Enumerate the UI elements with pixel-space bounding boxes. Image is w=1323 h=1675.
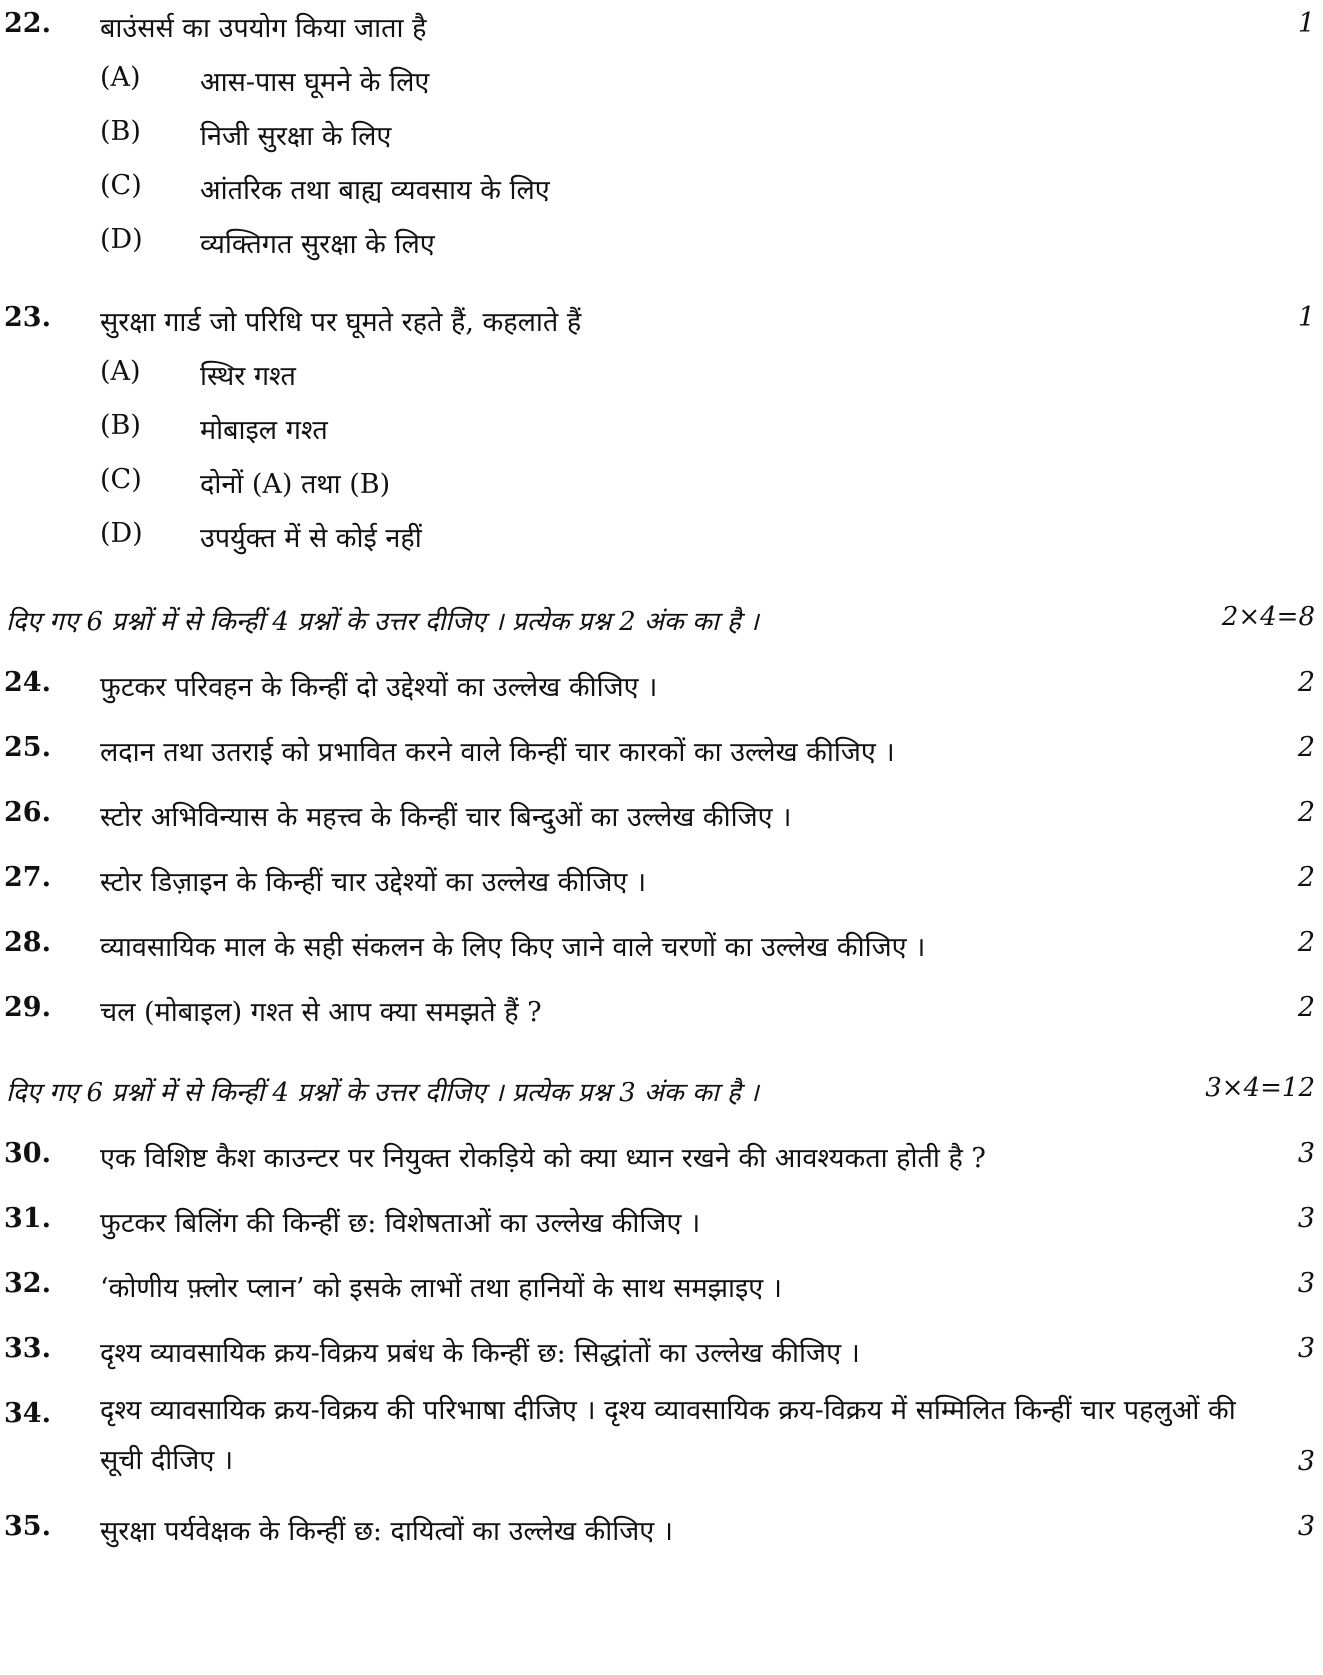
option-text: उपर्युक्त में से कोई नहीं xyxy=(200,523,422,554)
option-text: स्थिर गश्त xyxy=(200,361,296,392)
question-text: फुटकर बिलिंग की किन्हीं छ: विशेषताओं का उल्लेख कीजिए । xyxy=(100,1208,701,1239)
question-text: ‘कोणीय फ़्लोर प्लान’ को इसके लाभों तथा हानियों के साथ समझाइए । xyxy=(100,1273,783,1304)
option-label: (A) xyxy=(100,356,141,387)
option-text: दोनों (A) तथा (B) xyxy=(200,469,391,500)
option-label: (C) xyxy=(100,464,142,495)
question-number: 33. xyxy=(4,1333,51,1364)
question-number: 25. xyxy=(4,732,51,763)
question-marks: 3 xyxy=(1297,1511,1315,1542)
question-text: दृश्य व्यावसायिक क्रय-विक्रय की परिभाषा दीजिए । दृश्य व्यावसायिक क्रय-विक्रय में सम्मिलित किन्हीं चार पहलुओं की सूची दीजिए । xyxy=(100,1395,1236,1476)
question-text: सुरक्षा गार्ड जो परिधि पर घूमते रहते हैं, कहलाते हैं xyxy=(100,307,582,338)
option-text: आंतरिक तथा बाह्य व्यवसाय के लिए xyxy=(200,175,550,206)
question-number: 22. xyxy=(4,8,51,39)
question-marks: 2 xyxy=(1297,927,1315,958)
question-marks: 2 xyxy=(1297,667,1315,698)
question-text: लदान तथा उतराई को प्रभावित करने वाले किन्हीं चार कारकों का उल्लेख कीजिए । xyxy=(100,737,895,768)
question-number: 31. xyxy=(4,1203,51,1234)
question-text: एक विशिष्ट कैश काउन्टर पर नियुक्त रोकड़िये को क्या ध्यान रखने की आवश्यकता होती है ? xyxy=(100,1143,986,1174)
question-text: स्टोर डिज़ाइन के किन्हीं चार उद्देश्यों का उल्लेख कीजिए । xyxy=(100,867,647,898)
question-number: 26. xyxy=(4,797,51,828)
option-label: (D) xyxy=(100,518,143,549)
section-instruction: दिए गए 6 प्रश्नों में से किन्हीं 4 प्रश्नों के उत्तर दीजिए । प्रत्येक प्रश्न 3 अंक का है । xyxy=(6,1078,759,1108)
option-label: (B) xyxy=(100,116,141,147)
option-label: (D) xyxy=(100,224,143,255)
question-text: स्टोर अभिविन्यास के महत्त्व के किन्हीं चार बिन्दुओं का उल्लेख कीजिए । xyxy=(100,802,792,833)
option-label: (B) xyxy=(100,410,141,441)
question-text: व्यावसायिक माल के सही संकलन के लिए किए जाने वाले चरणों का उल्लेख कीजिए । xyxy=(100,932,926,963)
question-marks: 1 xyxy=(1297,8,1315,39)
question-number: 24. xyxy=(4,667,51,698)
question-marks: 3 xyxy=(1297,1268,1315,1299)
question-marks: 2 xyxy=(1297,992,1315,1023)
question-text: सुरक्षा पर्यवेक्षक के किन्हीं छ: दायित्वों का उल्लेख कीजिए । xyxy=(100,1516,674,1547)
question-text: दृश्य व्यावसायिक क्रय-विक्रय प्रबंध के किन्हीं छ: सिद्धांतों का उल्लेख कीजिए । xyxy=(100,1338,860,1369)
option-text: निजी सुरक्षा के लिए xyxy=(200,121,392,152)
question-marks: 1 xyxy=(1297,302,1315,333)
option-text: आस-पास घूमने के लिए xyxy=(200,67,430,98)
question-text: फुटकर परिवहन के किन्हीं दो उद्देश्यों का उल्लेख कीजिए । xyxy=(100,672,658,703)
question-marks: 2 xyxy=(1297,797,1315,828)
question-number: 34. xyxy=(4,1398,51,1429)
question-marks: 3 xyxy=(1297,1333,1315,1364)
option-label: (A) xyxy=(100,62,141,93)
option-label: (C) xyxy=(100,170,142,201)
question-marks: 2 xyxy=(1297,732,1315,763)
question-number: 30. xyxy=(4,1138,51,1169)
question-marks: 3 xyxy=(1297,1138,1315,1169)
question-number: 29. xyxy=(4,992,51,1023)
question-number: 35. xyxy=(4,1511,51,1542)
option-text: मोबाइल गश्त xyxy=(200,415,328,446)
question-number: 28. xyxy=(4,927,51,958)
question-marks: 3 xyxy=(1297,1446,1315,1477)
question-number: 32. xyxy=(4,1268,51,1299)
section-marks: 2×4=8 xyxy=(1221,602,1315,632)
question-marks: 3 xyxy=(1297,1203,1315,1234)
question-text: बाउंसर्स का उपयोग किया जाता है xyxy=(100,13,427,44)
section-marks: 3×4=12 xyxy=(1205,1073,1315,1103)
question-number: 23. xyxy=(4,302,51,333)
question-text: चल (मोबाइल) गश्त से आप क्या समझते हैं ? xyxy=(100,997,542,1028)
section-instruction: दिए गए 6 प्रश्नों में से किन्हीं 4 प्रश्नों के उत्तर दीजिए । प्रत्येक प्रश्न 2 अंक का है । xyxy=(6,607,759,637)
question-number: 27. xyxy=(4,862,51,893)
option-text: व्यक्तिगत सुरक्षा के लिए xyxy=(200,229,435,260)
question-marks: 2 xyxy=(1297,862,1315,893)
